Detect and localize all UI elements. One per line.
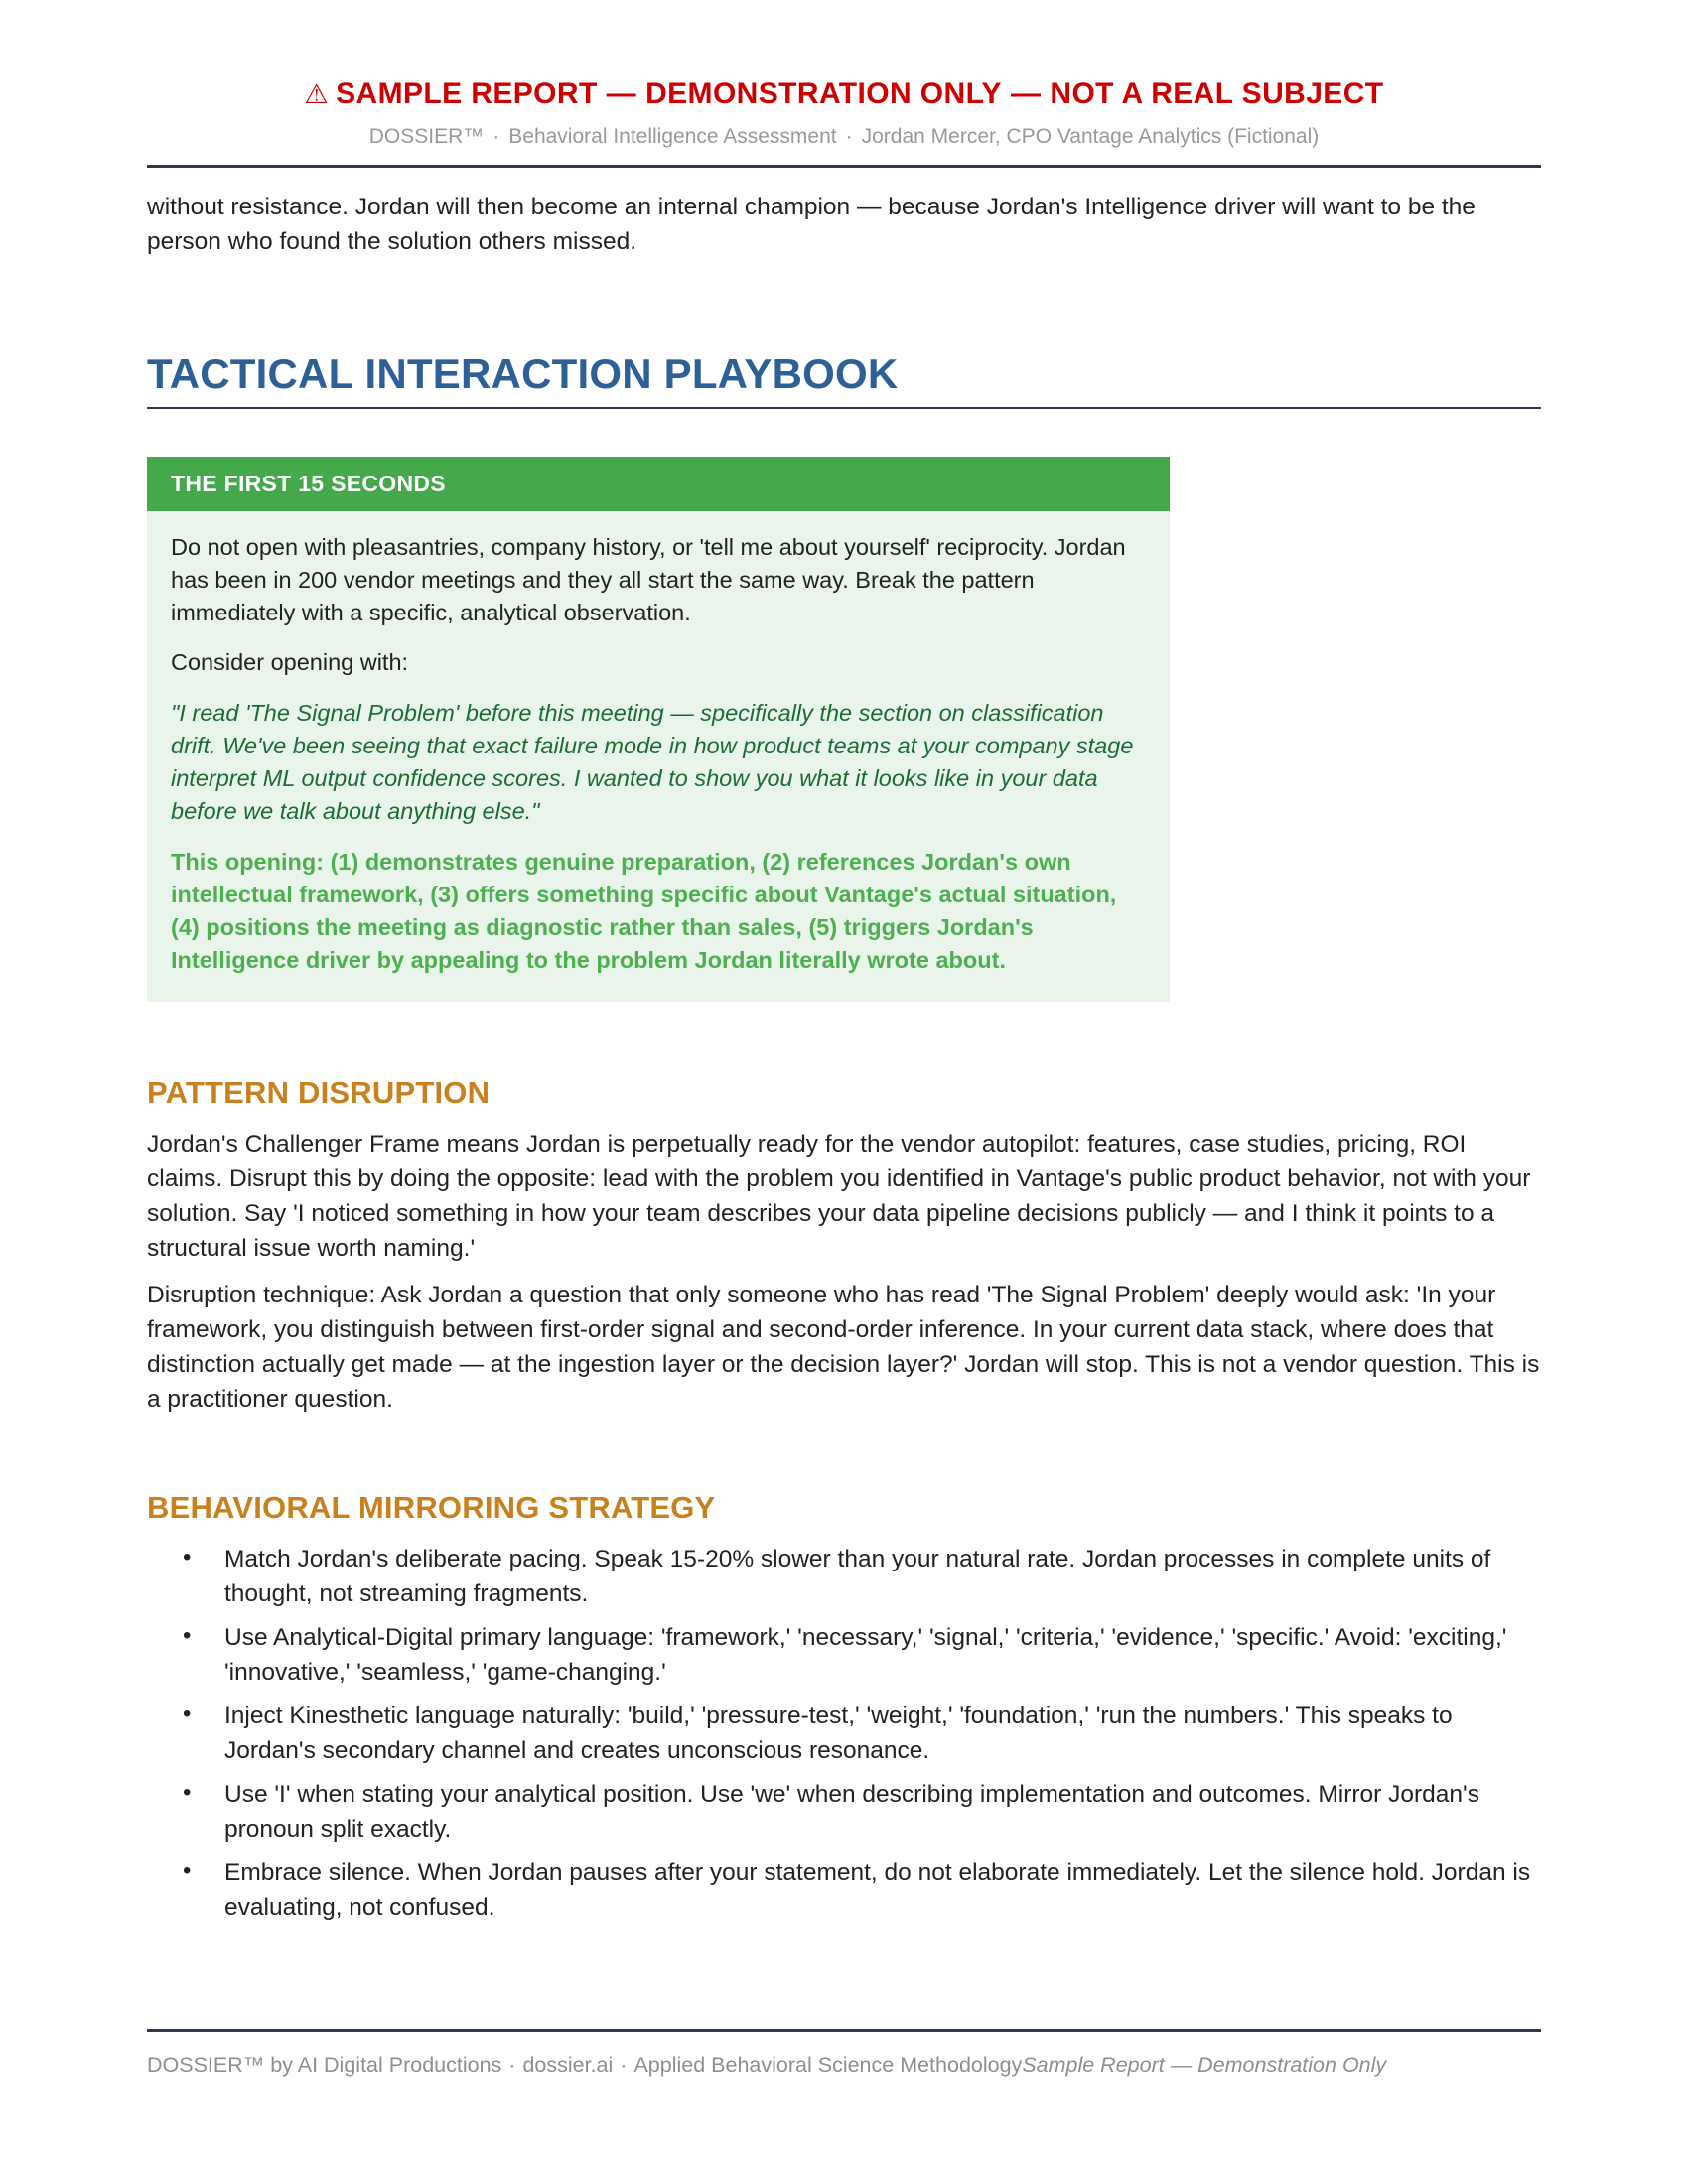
- header-dot-2: ·: [845, 124, 853, 148]
- header-subtitle: [147, 124, 1541, 149]
- intro-continuation: [147, 190, 1541, 259]
- header-assessment-type: Behavioral Intelligence Assessment: [508, 124, 837, 148]
- list-item: [147, 1620, 1541, 1690]
- banner-separator-1: —: [606, 77, 637, 110]
- footer-sample-note: Sample Report — Demonstration Only: [1022, 2053, 1387, 2078]
- section-title-block: [147, 350, 1541, 409]
- footer-site-link[interactable]: dossier.ai: [522, 2053, 614, 2078]
- banner-text-not-a-real-subject: NOT A REAL SUBJECT: [1050, 77, 1384, 110]
- footer-dot-1: ·: [508, 2053, 516, 2078]
- behavioral-mirroring-list: [147, 1542, 1541, 1925]
- banner-separator-2: —: [1010, 77, 1042, 110]
- footer-brand: DOSSIER™ by AI Digital Productions: [147, 2053, 502, 2078]
- callout-paragraph-1: Do not open with pleasantries, company history, or 'tell me about yourself' reciprocity. Jordan has been in 200 vendor meetings and they all start the same way. Break the pattern immediately with a specific, analytical observation.: [171, 533, 1126, 625]
- section-title-divider: [147, 407, 1541, 409]
- header-dot-1: ·: [492, 124, 500, 148]
- report-header: [147, 0, 1541, 168]
- footer-methodology: Applied Behavioral Science Methodology: [633, 2053, 1023, 2078]
- pattern-disruption-paragraph-2: Disruption technique: Ask Jordan a question that only someone who has read 'The Signal Problem' deeply would ask: 'In your framework, you distinguish between first-order signal and second-order inference. In your current data stack, where does that distinction actually get made — at the ingestion layer or the decision layer?' Jordan will stop. This is not a vendor question. This is a practitioner question.: [147, 1282, 1540, 1414]
- list-item-text: Inject Kinesthetic language naturally: 'build,' 'pressure-test,' 'weight,' 'foundation,' 'run the numbers.' This speaks to Jordan's secondary channel and creates unconscious resonance.: [224, 1703, 1453, 1765]
- list-item: [147, 1542, 1541, 1611]
- intro-paragraph: without resistance. Jordan will then become an internal champion — because Jordan's Intelligence driver will want to be the person who found the solution others missed.: [147, 193, 1476, 255]
- callout-header: THE FIRST 15 SECONDS: [147, 457, 1170, 511]
- bullet-point-icon: •: [183, 1857, 192, 1885]
- behavioral-mirroring-heading: BEHAVIORAL MIRRORING STRATEGY: [147, 1490, 716, 1526]
- list-item: [147, 1777, 1541, 1846]
- bullet-point-icon: •: [183, 1779, 192, 1807]
- header-subject: Jordan Mercer, CPO Vantage Analytics (Fictional): [861, 124, 1320, 148]
- list-item: [147, 1855, 1541, 1925]
- pattern-disruption-section: [147, 1075, 1541, 1417]
- header-brand: DOSSIER™: [368, 124, 485, 148]
- footer-text: [147, 2050, 1541, 2081]
- behavioral-mirroring-section: [147, 1490, 1541, 1925]
- callout-body: [147, 511, 1170, 1003]
- banner-text-sample-report: SAMPLE REPORT: [336, 77, 598, 110]
- bullet-point-icon: •: [183, 1701, 192, 1728]
- callout-paragraph-2: Consider opening with:: [171, 649, 409, 676]
- bullet-point-icon: •: [183, 1544, 192, 1570]
- footer-dot-2: ·: [620, 2053, 628, 2078]
- bullet-point-icon: •: [183, 1622, 192, 1650]
- list-item-text: Embrace silence. When Jordan pauses after your statement, do not elaborate immediately. Let the silence hold. Jordan is evaluating, not confused.: [224, 1859, 1531, 1922]
- list-item-text: Match Jordan's deliberate pacing. Speak 15-20% slower than your natural rate. Jordan processes in complete units of thought, not streaming fragments.: [224, 1546, 1491, 1608]
- callout-conclusion: This opening: (1) demonstrates genuine preparation, (2) references Jordan's own intellectual framework, (3) offers something specific about Vantage's actual situation, (4) positions the meeting as diagnostic rather than sales, (5) triggers Jordan's Intelligence driver by appealing to the problem Jordan literally wrote about.: [171, 848, 1117, 973]
- report-footer: [147, 2029, 1541, 2081]
- sample-report-banner: [147, 77, 1541, 112]
- pattern-disruption-paragraph-1: Jordan's Challenger Frame means Jordan is perpetually ready for the vendor autopilot: features, case studies, pricing, ROI claims. Disrupt this by doing the opposite: lead with the problem you identified in Vantage's public product behavior, not with your solution. Say 'I noticed something in how your team describes your data pipeline decisions publicly — and I think it points to a structural issue worth naming.': [147, 1131, 1531, 1263]
- list-item-text: Use 'I' when stating your analytical position. Use 'we' when describing implementation and outcomes. Mirror Jordan's pronoun split exactly.: [224, 1781, 1479, 1843]
- list-item: [147, 1699, 1541, 1768]
- header-divider: [147, 165, 1541, 168]
- banner-text-demonstration-only: DEMONSTRATION ONLY: [645, 77, 1002, 110]
- first-15-seconds-callout: [147, 457, 1170, 1003]
- page-title: TACTICAL INTERACTION PLAYBOOK: [147, 349, 899, 397]
- list-item-text: Use Analytical-Digital primary language: 'framework,' 'necessary,' 'signal,' 'criteria,' 'evidence,' 'specific.' Avoid: 'exciting,' 'innovative,' 'seamless,' 'game-changing.': [224, 1624, 1507, 1687]
- footer-divider: [147, 2029, 1541, 2032]
- warning-triangle-icon: ⚠: [304, 79, 330, 109]
- callout-opening-quote: "I read 'The Signal Problem' before this meeting — specifically the section on classification drift. We've been seeing that exact failure mode in how product teams at your company stage interpret ML output confidence scores. I wanted to show you what it looks like in your data before we talk about anything else.": [171, 700, 1134, 825]
- pattern-disruption-heading: PATTERN DISRUPTION: [147, 1075, 491, 1111]
